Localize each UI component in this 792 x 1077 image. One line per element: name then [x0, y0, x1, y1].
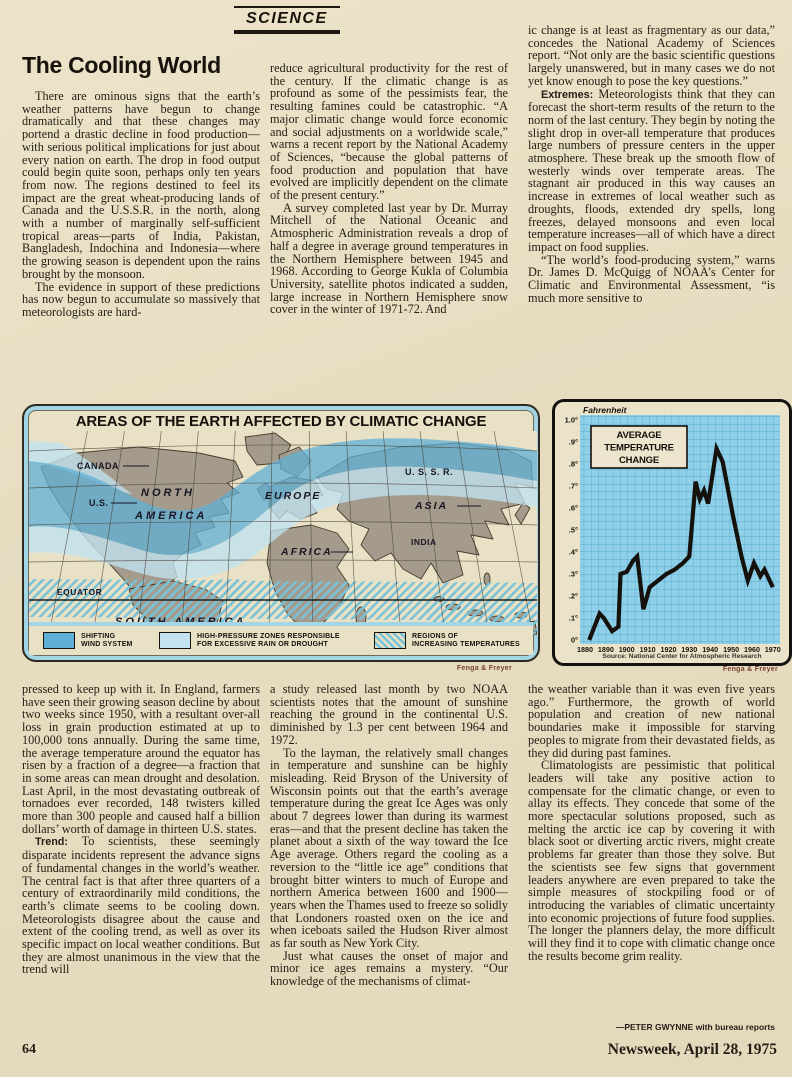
byline: —PETER GWYNNE with bureau reports	[615, 1022, 775, 1032]
label-equator: EQUATOR	[57, 587, 103, 597]
fahrenheit-label: Fahrenheit	[583, 405, 627, 415]
svg-text:.2°: .2°	[568, 591, 578, 601]
map-credit: Fenga & Freyer	[456, 665, 512, 672]
climate-map-figure	[22, 404, 540, 662]
shifting-wind-swatch	[43, 632, 75, 649]
legend-item-shifting-wind: SHIFTING WIND SYSTEM	[43, 632, 133, 649]
svg-text:.1°: .1°	[568, 613, 578, 623]
bottom-column-1	[22, 683, 260, 1035]
svg-text:1.0°: 1.0°	[564, 415, 578, 425]
lead-in-extremes: Extremes:	[541, 88, 594, 101]
label-africa: AFRICA	[281, 546, 333, 558]
increasing-temps-swatch	[374, 632, 406, 649]
chart-source: Source: National Center for Atmospheric Research	[602, 653, 762, 660]
top-column-3	[528, 24, 775, 372]
paragraph: Extremes: Meteorologists think that they can forecast the short-term results of the return to the norm of the last century. They begin by noting the slight drop in over-all temperature that produces large numbers of pressure centers in the upper atmosphere. These break up the smooth flow of westerly winds over temperate areas. The stagnant air produced in this way causes an increase in extremes of local weather such as droughts, floods, extended dry spells, long freezes, delayed monsoons and even local temperature increases—all of which have a direct impact on food supplies.	[528, 86, 775, 254]
label-canada: CANADA	[77, 461, 119, 471]
svg-text:1960: 1960	[744, 645, 760, 654]
chart-title-line1: AVERAGE	[616, 430, 662, 441]
y-axis-labels	[565, 416, 578, 645]
svg-text:.5°: .5°	[568, 525, 578, 535]
label-india: INDIA	[411, 537, 437, 547]
svg-text:1900: 1900	[618, 645, 635, 654]
world-map	[29, 431, 537, 635]
paragraph: the weather variable than it was even five years ago.” Furthermore, the growth of world population and creation of new national boundaries make it impossible for starving peoples to migrate from their devastated fields, as they did during past famines.	[528, 683, 775, 760]
label-north: NORTH	[141, 487, 195, 499]
paragraph: reduce agricultural productivity for the rest of the century. If the climatic change is as profound as some of the pessimists fear, the resulting famines could be catastrophic. “A major climatic change would force economic and social adjustments on a worldwide scale,” warns a recent report by the National Academy of Sciences, “because the global patterns of food production and population that have evolved are implicitly dependent on the climate of the present century.”	[270, 62, 508, 203]
svg-text:.6°: .6°	[568, 503, 578, 513]
svg-text:.9°: .9°	[568, 437, 578, 447]
svg-text:1930: 1930	[681, 645, 698, 654]
paragraph: “The world’s food-producing system,” warns Dr. James D. McQuigg of NOAA’s Center for Climatic and Environmental Assessment, “is much more sensitive to	[528, 252, 775, 305]
paragraph: Just what causes the onset of major and minor ice ages remains a mystery. “Our knowledge of the mechanisms of climat-	[270, 948, 508, 989]
label-ussr: U. S. S. R.	[405, 467, 454, 477]
svg-text:.3°: .3°	[568, 569, 578, 579]
paragraph: Climatologists are pessimistic that political leaders will take any positive action to compensate for the climatic change, or even to allay its effects. They concede that some of the more spectacular solutions proposed, such as melting the arctic ice cap by covering it with black soot or diverting arctic rivers, might create problems far greater than those they solve. But the scientists see few signs that government leaders anywhere are even prepared to take the simple measures of stockpiling food or of introducing the variables of climatic uncertainty into economic projections of future food supplies. The longer the planners delay, the more difficult will they find it to cope with climatic change once the results become grim reality.	[528, 758, 775, 963]
bottom-column-3	[528, 683, 775, 1019]
label-europe: EUROPE	[265, 490, 322, 502]
svg-text:.4°: .4°	[568, 547, 578, 557]
section-header-label: SCIENCE	[246, 10, 328, 27]
section-header	[234, 6, 340, 34]
legend-item-increasing-temps: REGIONS OF INCREASING TEMPERATURES	[374, 632, 520, 649]
svg-text:1940: 1940	[702, 645, 719, 654]
paragraph: a study released last month by two NOAA scientists notes that the amount of sunshine reaching the ground in the continental U.S. diminished by 1.3 per cent between 1964 and 1972.	[270, 683, 508, 747]
bottom-column-2	[270, 683, 508, 1035]
chart-title-line2: TEMPERATURE	[604, 442, 674, 454]
article-title: The Cooling World	[22, 52, 221, 78]
map-title: AREAS OF THE EARTH AFFECTED BY CLIMATIC CHANGE	[75, 413, 487, 430]
label-america: AMERICA	[135, 510, 208, 522]
issue-footer: Newsweek, April 28, 1975	[607, 1041, 777, 1058]
map-legend	[29, 622, 533, 655]
label-us: U.S.	[89, 498, 109, 508]
temperature-chart	[555, 402, 789, 663]
page-number: 64	[22, 1042, 36, 1057]
svg-text:1920: 1920	[660, 645, 677, 654]
svg-text:1910: 1910	[639, 645, 656, 654]
paragraph: There are ominous signs that the earth’s weather patterns have begun to change dramatically and that these changes may portend a drastic decline in food production—with serious political implications for just about every nation on earth. The drop in food output could begin quite soon, perhaps only ten years from now. The regions destined to feel its impact are the great wheat-producing lands of Canada and the U.S.S.R. in the north, along with a number of marginally self-sufficient tropical areas—parts of India, Pakistan, Bangladesh, Indochina and Indonesia—where the growing season is dependent upon the rains brought by the monsoon.	[22, 90, 260, 281]
paragraph: A survey completed last year by Dr. Murray Mitchell of the National Oceanic and Atmospheric Administration reveals a drop of half a degree in average ground temperatures in the Northern Hemisphere between 1945 and 1968. According to George Kukla of Columbia University, satellite photos indicated a sudden, large increase in Northern Hemisphere snow cover in the winter of 1971-72. And	[270, 200, 508, 317]
svg-text:.7°: .7°	[568, 481, 578, 491]
paragraph: Trend: To scientists, these seemingly disparate incidents represent the advance signs of fundamental changes in the world’s weather. The central fact is that after three quarters of a century of extraordinarily mild conditions, the earth’s climate seems to be cooling down. Meteorologists disagree about the cause and extent of the cooling trend, as well as over its specific impact on local weather conditions. But they are almost unanimous in the view that the trend will	[22, 834, 260, 977]
svg-text:.8°: .8°	[568, 459, 578, 469]
chart-title-line3: CHANGE	[619, 455, 659, 466]
svg-text:0°: 0°	[570, 635, 578, 645]
high-pressure-swatch	[159, 632, 191, 649]
paragraph: To the layman, the relatively small changes in temperature and sunshine can be highly misleading. Reid Bryson of the University of Wisconsin points out that the earth’s average temperature during the great Ice Ages was only about 7 degrees lower than during its warmest eras—and that the present decline has taken the planet about a sixth of the way toward the Ice Age average. Others regard the cooling as a reversion to the “little ice age” conditions that brought bitter winters to much of Europe and northern America between 1600 and 1900—years when the Thames used to freeze so solidly that Londoners roasted oxen on the ice and when iceboats sailed the Hudson River almost as far south as New York City.	[270, 745, 508, 951]
label-asia: ASIA	[415, 500, 449, 512]
paragraph: The evidence in support of these predictions has now begun to accumulate so massively that meteorologists are hard-	[22, 279, 260, 319]
legend-item-high-pressure: HIGH-PRESSURE ZONES RESPONSIBLE FOR EXCESSIVE RAIN OR DROUGHT	[159, 632, 340, 649]
top-column-1	[22, 90, 260, 370]
chart-credit: Fenga & Freyer	[722, 666, 778, 673]
lead-in-trend: Trend:	[35, 836, 68, 849]
svg-text:1950: 1950	[723, 645, 740, 654]
svg-text:1890: 1890	[597, 645, 614, 654]
top-column-2	[270, 62, 508, 374]
paragraph: pressed to keep up with it. In England, farmers have seen their growing season decline by about two weeks since 1950, with a resultant over-all loss in grain production estimated at up to 100,000 tons annually. During the same time, the average temperature around the equator has risen by a fraction of a degree—a fraction that in some areas can mean drought and desolation. Last April, in the most devastating outbreak of tornadoes ever recorded, 148 twisters killed more than 300 people and caused half a billion dollars’ worth of damage in thirteen U.S. states.	[22, 683, 260, 836]
temperature-chart-figure	[552, 399, 792, 666]
paragraph: ic change is at least as fragmentary as our data,” concedes the National Academy of Sciences report. “Not only are the basic scientific questions largely unanswered, but in many cases we do not yet know enough to pose the key questions.”	[528, 24, 775, 88]
svg-text:1970: 1970	[764, 645, 781, 654]
svg-text:1880: 1880	[577, 645, 593, 654]
